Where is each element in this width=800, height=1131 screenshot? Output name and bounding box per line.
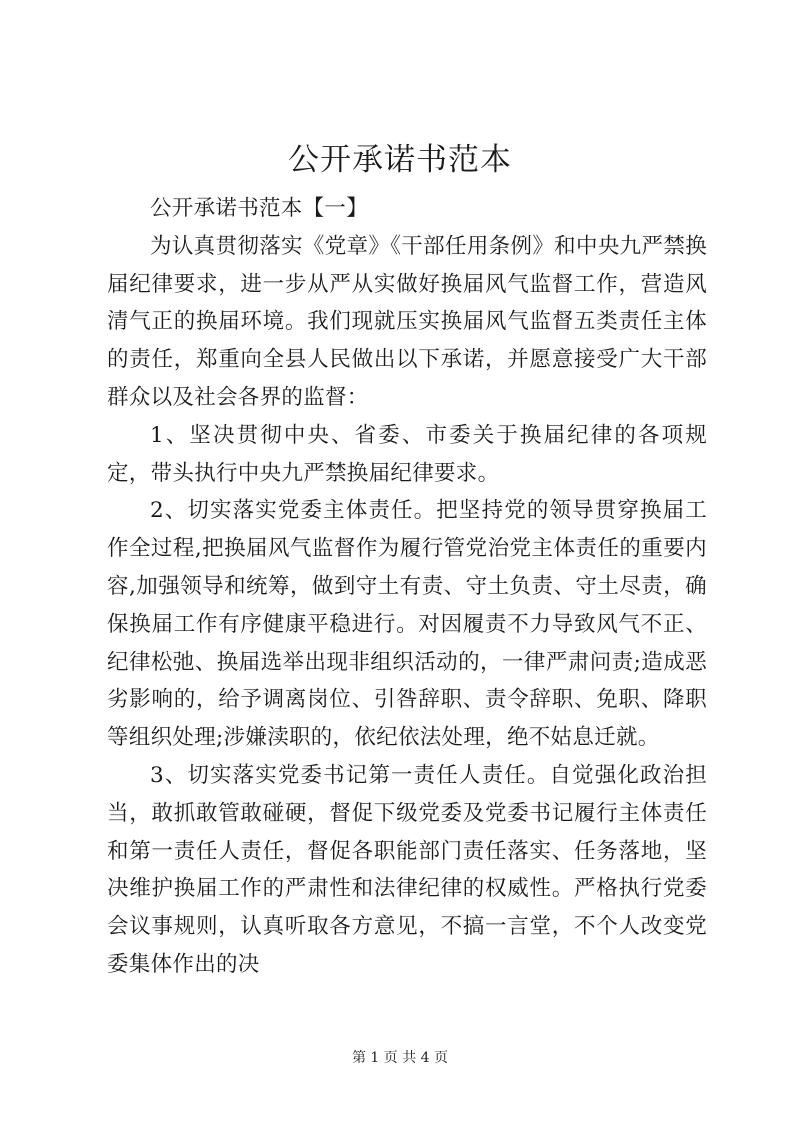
page-number-footer: 第 1 页 共 4 页: [351, 1050, 449, 1066]
commitment-item-3: 3、切实落实党委书记第一责任人责任。自觉强化政治担当，敢抓敢管敢碰硬，督促下级党委及党委书记履行主体责任和第一责任人责任，督促各职能部门责任落实、任务落地，坚决维护换届工作的严肃性和法律纪律的权威性。严格执行党委会议事规则，认真听取各方意见，不搞一言堂，不个人改变党委集体作出的决: [107, 762, 707, 977]
document-body: [107, 190, 707, 984]
intro-paragraph: 为认真贯彻落实《党章》《干部任用条例》和中央九严禁换届纪律要求，进一步从严从实做好换届风气监督工作，营造风清气正的换届环境。我们现就压实换届风气监督五类责任主体的责任，郑重向全县人民做出以下承诺，并愿意接受广大干部群众以及社会各界的监督：: [107, 233, 707, 410]
section-heading: 公开承诺书范本【一】: [150, 196, 369, 221]
document-title: 公开承诺书范本: [288, 142, 512, 178]
commitment-item-2: 2、切实落实党委主体责任。把坚持党的领导贯穿换届工作全过程,把换届风气监督作为履行管党治党主体责任的重要内容,加强领导和统筹，做到守土有责、守土负责、守土尽责，确保换届工作有序健康平稳进行。对因履责不力导致风气不正、纪律松弛、换届选举出现非组织活动的，一律严肃问责;造成恶劣影响的，给予调离岗位、引咎辞职、责令辞职、免职、降职等组织处理;涉嫌渎职的，依纪依法处理，绝不姑息迁就。: [107, 498, 707, 751]
commitment-item-1: 1、坚决贯彻中央、省委、市委关于换届纪律的各项规定，带头执行中央九严禁换届纪律要求。: [107, 422, 707, 486]
